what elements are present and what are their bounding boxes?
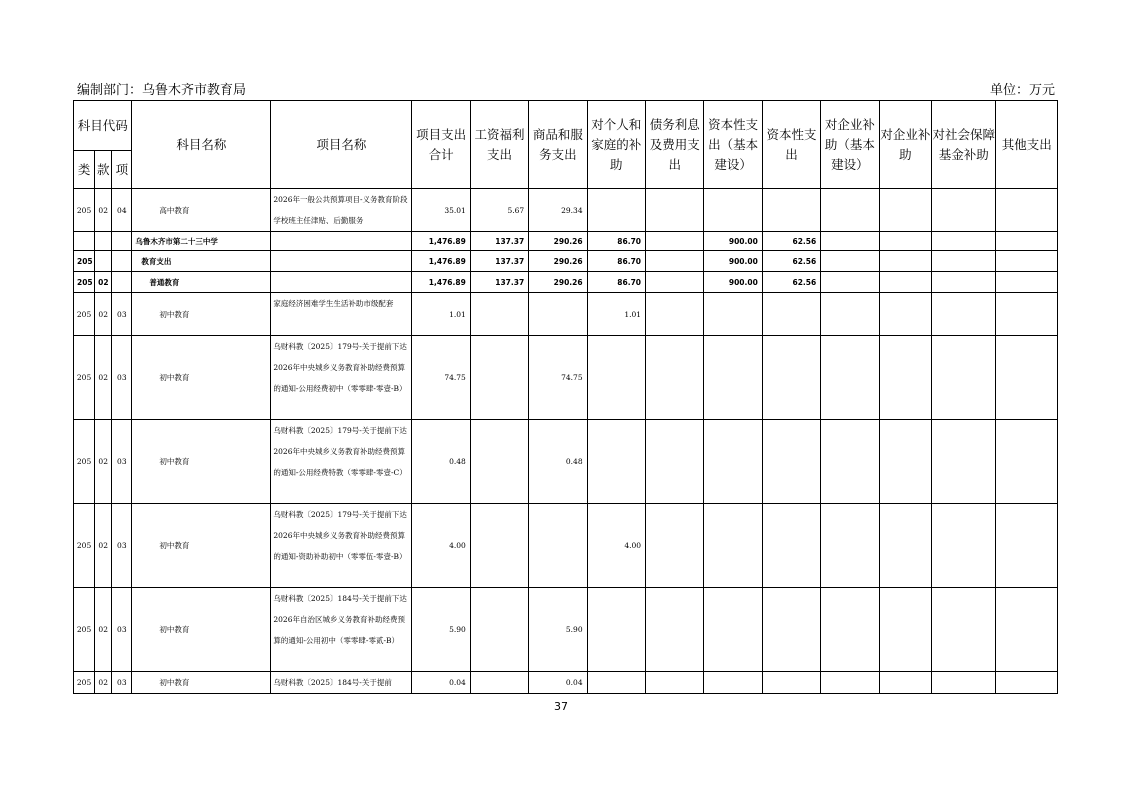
cell-c3: 74.75 bbox=[529, 336, 587, 420]
header-project-total: 项目支出合计 bbox=[412, 101, 470, 189]
cell-c5 bbox=[646, 504, 704, 588]
cell-c5 bbox=[646, 189, 704, 232]
cell-c8 bbox=[821, 336, 879, 420]
header-capital: 资本性支出 bbox=[762, 101, 820, 189]
cell-c2 bbox=[470, 504, 528, 588]
cell-c3: 290.26 bbox=[529, 232, 587, 251]
cell-c1: 1.01 bbox=[412, 293, 470, 336]
header-kuan: 款 bbox=[95, 151, 112, 189]
cell-c3: 0.48 bbox=[529, 420, 587, 504]
cell-c6 bbox=[704, 336, 762, 420]
cell-c10 bbox=[932, 336, 996, 420]
header-wages: 工资福利支出 bbox=[470, 101, 528, 189]
table-row bbox=[74, 251, 1058, 272]
cell-c10 bbox=[932, 588, 996, 672]
cell-project-name: 家庭经济困难学生生活补助市级配套 bbox=[271, 293, 412, 336]
header-personal-subsidy: 对个人和家庭的补助 bbox=[587, 101, 645, 189]
cell-project-name bbox=[271, 272, 412, 293]
cell-xiang: 03 bbox=[112, 672, 132, 694]
header-subject-code: 科目代码 bbox=[74, 101, 132, 151]
cell-c9 bbox=[879, 672, 931, 694]
cell-lei: 205 bbox=[74, 336, 95, 420]
cell-c6: 900.00 bbox=[704, 232, 762, 251]
cell-c3: 290.26 bbox=[529, 272, 587, 293]
cell-c1: 5.90 bbox=[412, 588, 470, 672]
cell-c4 bbox=[587, 189, 645, 232]
cell-project-name: 乌财科教〔2025〕179号-关于提前下达2026年中央城乡义务教育补助经费预算的通知-公用经费初中（零零肆-零壹-B） bbox=[271, 336, 412, 420]
cell-c2: 5.67 bbox=[470, 189, 528, 232]
cell-c7 bbox=[762, 189, 820, 232]
cell-c1: 1,476.89 bbox=[412, 272, 470, 293]
cell-c3: 29.34 bbox=[529, 189, 587, 232]
cell-lei: 205 bbox=[74, 293, 95, 336]
cell-xiang bbox=[112, 272, 132, 293]
cell-c8 bbox=[821, 232, 879, 251]
header-enterprise-subsidy: 对企业补助 bbox=[879, 101, 931, 189]
cell-c9 bbox=[879, 420, 931, 504]
cell-project-name: 2026年一般公共预算项目-义务教育阶段学校班主任津贴、后勤服务 bbox=[271, 189, 412, 232]
cell-c10 bbox=[932, 504, 996, 588]
cell-c4: 86.70 bbox=[587, 272, 645, 293]
table-row bbox=[74, 232, 1058, 251]
cell-c10 bbox=[932, 272, 996, 293]
cell-c2: 137.37 bbox=[470, 232, 528, 251]
cell-subject-name: 教育支出 bbox=[132, 251, 271, 272]
cell-xiang: 03 bbox=[112, 293, 132, 336]
cell-c9 bbox=[879, 189, 931, 232]
cell-subject-name: 普通教育 bbox=[132, 272, 271, 293]
header-goods-services: 商品和服务支出 bbox=[529, 101, 587, 189]
cell-lei: 205 bbox=[74, 504, 95, 588]
cell-project-name: 乌财科教〔2025〕184号-关于提前下达2026年自治区城乡义务教育补助经费预算的通知-公用初中（零零肆-零贰-B） bbox=[271, 588, 412, 672]
table-row bbox=[74, 189, 1058, 232]
cell-c4: 86.70 bbox=[587, 232, 645, 251]
cell-subject-name: 初中教育 bbox=[132, 588, 271, 672]
cell-c1: 1,476.89 bbox=[412, 251, 470, 272]
unit-label: 单位：万元 bbox=[990, 83, 1056, 98]
cell-kuan: 02 bbox=[95, 588, 112, 672]
table-row bbox=[74, 504, 1058, 588]
cell-c9 bbox=[879, 504, 931, 588]
cell-c11 bbox=[996, 272, 1058, 293]
cell-xiang: 03 bbox=[112, 504, 132, 588]
cell-lei: 205 bbox=[74, 588, 95, 672]
cell-xiang: 03 bbox=[112, 420, 132, 504]
cell-lei: 205 bbox=[74, 251, 95, 272]
cell-xiang: 04 bbox=[112, 189, 132, 232]
cell-subject-name: 初中教育 bbox=[132, 672, 271, 694]
cell-c11 bbox=[996, 251, 1058, 272]
department-label: 编制部门：乌鲁木齐市教育局 bbox=[77, 83, 247, 98]
cell-c5 bbox=[646, 672, 704, 694]
cell-c5 bbox=[646, 272, 704, 293]
cell-project-name: 乌财科教〔2025〕179号-关于提前下达2026年中央城乡义务教育补助经费预算的通知-公用经费特教（零零肆-零壹-C） bbox=[271, 420, 412, 504]
cell-subject-name: 乌鲁木齐市第二十三中学 bbox=[132, 232, 271, 251]
cell-c6 bbox=[704, 420, 762, 504]
cell-c1: 4.00 bbox=[412, 504, 470, 588]
cell-subject-name: 初中教育 bbox=[132, 293, 271, 336]
cell-kuan: 02 bbox=[95, 336, 112, 420]
cell-xiang bbox=[112, 251, 132, 272]
cell-kuan: 02 bbox=[95, 189, 112, 232]
cell-c11 bbox=[996, 336, 1058, 420]
cell-c4: 4.00 bbox=[587, 504, 645, 588]
header-lei: 类 bbox=[74, 151, 95, 189]
cell-c11 bbox=[996, 420, 1058, 504]
cell-project-name: 乌财科教〔2025〕179号-关于提前下达2026年中央城乡义务教育补助经费预算的通知-资助补助初中（零零伍-零壹-B） bbox=[271, 504, 412, 588]
cell-c2: 137.37 bbox=[470, 272, 528, 293]
cell-c8 bbox=[821, 272, 879, 293]
header-enterprise-construction: 对企业补助（基本建设） bbox=[821, 101, 879, 189]
cell-project-name bbox=[271, 232, 412, 251]
cell-subject-name: 初中教育 bbox=[132, 336, 271, 420]
cell-c7 bbox=[762, 588, 820, 672]
cell-c3 bbox=[529, 504, 587, 588]
table-row bbox=[74, 672, 1058, 694]
cell-c9 bbox=[879, 336, 931, 420]
cell-c11 bbox=[996, 588, 1058, 672]
cell-c7 bbox=[762, 504, 820, 588]
cell-lei bbox=[74, 232, 95, 251]
cell-c11 bbox=[996, 293, 1058, 336]
page-number: 37 bbox=[554, 700, 568, 713]
cell-c11 bbox=[996, 672, 1058, 694]
cell-c5 bbox=[646, 293, 704, 336]
cell-xiang bbox=[112, 232, 132, 251]
cell-subject-name: 初中教育 bbox=[132, 420, 271, 504]
cell-c7 bbox=[762, 672, 820, 694]
cell-c10 bbox=[932, 232, 996, 251]
cell-project-name bbox=[271, 251, 412, 272]
cell-c5 bbox=[646, 588, 704, 672]
cell-c6: 900.00 bbox=[704, 272, 762, 293]
table-row bbox=[74, 293, 1058, 336]
cell-c2: 137.37 bbox=[470, 251, 528, 272]
header-social-security: 对社会保障基金补助 bbox=[932, 101, 996, 189]
cell-c4: 1.01 bbox=[587, 293, 645, 336]
cell-c6: 900.00 bbox=[704, 251, 762, 272]
header-other: 其他支出 bbox=[996, 101, 1058, 189]
cell-c4 bbox=[587, 336, 645, 420]
cell-c1: 74.75 bbox=[412, 336, 470, 420]
cell-c10 bbox=[932, 251, 996, 272]
cell-c8 bbox=[821, 189, 879, 232]
cell-c9 bbox=[879, 293, 931, 336]
cell-c5 bbox=[646, 336, 704, 420]
cell-c8 bbox=[821, 251, 879, 272]
cell-lei: 205 bbox=[74, 420, 95, 504]
cell-c2 bbox=[470, 420, 528, 504]
cell-c7 bbox=[762, 420, 820, 504]
cell-kuan: 02 bbox=[95, 420, 112, 504]
cell-c7 bbox=[762, 336, 820, 420]
cell-c1: 35.01 bbox=[412, 189, 470, 232]
cell-c4: 86.70 bbox=[587, 251, 645, 272]
cell-c5 bbox=[646, 420, 704, 504]
cell-c11 bbox=[996, 189, 1058, 232]
cell-c9 bbox=[879, 588, 931, 672]
cell-c1: 0.04 bbox=[412, 672, 470, 694]
cell-c6 bbox=[704, 293, 762, 336]
cell-c5 bbox=[646, 232, 704, 251]
cell-c11 bbox=[996, 232, 1058, 251]
cell-xiang: 03 bbox=[112, 336, 132, 420]
cell-c1: 1,476.89 bbox=[412, 232, 470, 251]
cell-subject-name: 初中教育 bbox=[132, 504, 271, 588]
table-row bbox=[74, 588, 1058, 672]
cell-c2 bbox=[470, 588, 528, 672]
cell-c1: 0.48 bbox=[412, 420, 470, 504]
cell-kuan: 02 bbox=[95, 672, 112, 694]
cell-c7 bbox=[762, 293, 820, 336]
cell-c8 bbox=[821, 504, 879, 588]
cell-c9 bbox=[879, 272, 931, 293]
cell-c8 bbox=[821, 293, 879, 336]
cell-c6 bbox=[704, 504, 762, 588]
cell-c3 bbox=[529, 293, 587, 336]
header-capital-construction: 资本性支出（基本建设） bbox=[704, 101, 762, 189]
cell-subject-name: 高中教育 bbox=[132, 189, 271, 232]
header-subject-name: 科目名称 bbox=[132, 101, 271, 189]
cell-kuan: 02 bbox=[95, 293, 112, 336]
cell-kuan bbox=[95, 251, 112, 272]
cell-c3: 5.90 bbox=[529, 588, 587, 672]
cell-c8 bbox=[821, 672, 879, 694]
cell-c10 bbox=[932, 420, 996, 504]
cell-c4 bbox=[587, 420, 645, 504]
cell-lei: 205 bbox=[74, 672, 95, 694]
cell-c2 bbox=[470, 672, 528, 694]
cell-project-name: 乌财科教〔2025〕184号-关于提前 bbox=[271, 672, 412, 694]
cell-c10 bbox=[932, 293, 996, 336]
cell-xiang: 03 bbox=[112, 588, 132, 672]
cell-c7: 62.56 bbox=[762, 272, 820, 293]
cell-kuan: 02 bbox=[95, 272, 112, 293]
cell-c2 bbox=[470, 293, 528, 336]
header-xiang: 项 bbox=[112, 151, 132, 189]
table-row bbox=[74, 420, 1058, 504]
cell-c4 bbox=[587, 588, 645, 672]
table-row bbox=[74, 336, 1058, 420]
cell-c9 bbox=[879, 251, 931, 272]
cell-c8 bbox=[821, 588, 879, 672]
cell-c8 bbox=[821, 420, 879, 504]
cell-c10 bbox=[932, 672, 996, 694]
table-row bbox=[74, 272, 1058, 293]
header-debt-interest: 债务利息及费用支出 bbox=[646, 101, 704, 189]
cell-c10 bbox=[932, 189, 996, 232]
cell-c6 bbox=[704, 672, 762, 694]
cell-c4 bbox=[587, 672, 645, 694]
cell-c2 bbox=[470, 336, 528, 420]
header-project-name: 项目名称 bbox=[271, 101, 412, 189]
cell-c5 bbox=[646, 251, 704, 272]
cell-c9 bbox=[879, 232, 931, 251]
cell-kuan bbox=[95, 232, 112, 251]
cell-c3: 0.04 bbox=[529, 672, 587, 694]
cell-lei: 205 bbox=[74, 189, 95, 232]
cell-c6 bbox=[704, 588, 762, 672]
cell-c7: 62.56 bbox=[762, 232, 820, 251]
cell-c6 bbox=[704, 189, 762, 232]
cell-lei: 205 bbox=[74, 272, 95, 293]
cell-kuan: 02 bbox=[95, 504, 112, 588]
cell-c7: 62.56 bbox=[762, 251, 820, 272]
cell-c3: 290.26 bbox=[529, 251, 587, 272]
budget-table bbox=[73, 100, 1058, 694]
cell-c11 bbox=[996, 504, 1058, 588]
